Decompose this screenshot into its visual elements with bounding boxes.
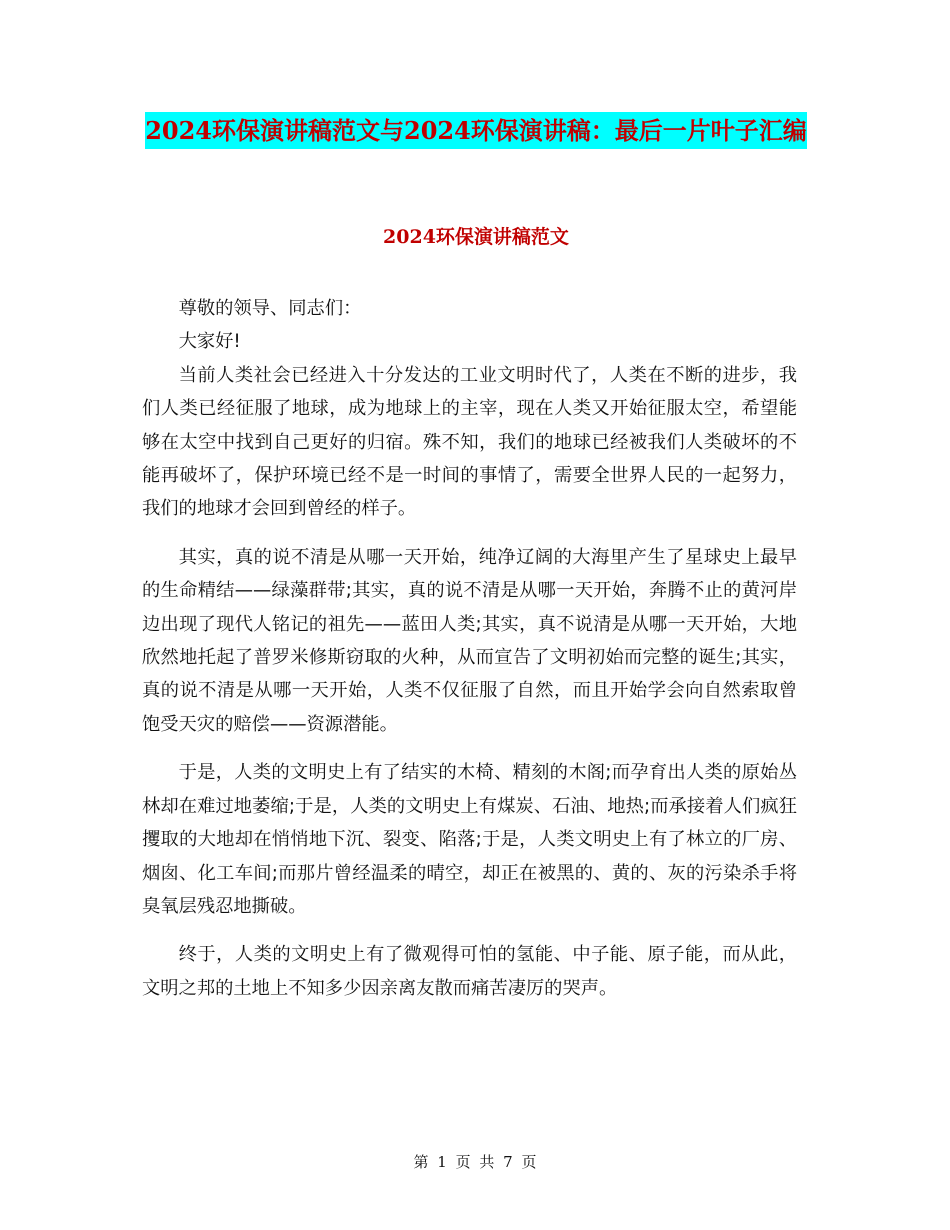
body-paragraph: 终于，人类的文明史上有了微观得可怕的氢能、中子能、原子能，而从此，文明之邦的土地上不知多少因亲离友散而痛苦凄厉的哭声。 (142, 944, 797, 999)
body-paragraph: 其实，真的说不清是从哪一天开始，纯净辽阔的大海里产生了星球史上最早的生命精结——绿藻群带;其实，真的说不清是从哪一天开始，奔腾不止的黄河岸边出现了现代人铭记的祖先——蓝田人类;其实，真不说清是从哪一天开始，大地欣然地托起了普罗米修斯窃取的火种，从而宣告了文明初始而完整的诞生;其实，真的说不清是从哪一天开始，人类不仅征服了自然，而且开始学会向自然索取曾饱受天灾的赔偿——资源潜能。 (142, 546, 797, 735)
body-paragraph: 于是，人类的文明史上有了结实的木椅、精刻的木阁;而孕育出人类的原始丛林却在难过地萎缩;于是，人类的文明史上有煤炭、石油、地热;而承接着人们疯狂攫取的大地却在悄悄地下沉、裂变、陷落;于是，人类文明史上有了林立的厂房、烟囱、化工车间;而那片曾经温柔的晴空，却正在被黑的、黄的、灰的污染杀手将臭氧层残忍地撕破。 (142, 762, 797, 917)
document-title (142, 106, 810, 156)
salutation-paragraph: 尊敬的领导、同志们： (178, 298, 362, 319)
page-footer: 第 1 页 共 7 页 (413, 1153, 537, 1171)
document-body (142, 292, 797, 1005)
document-title-text: 2024环保演讲稿范文与2024环保演讲稿：最后一片叶子汇编 (145, 112, 807, 149)
body-paragraph: 当前人类社会已经进入十分发达的工业文明时代了，人类在不断的进步，我们人类已经征服了地球，成为地球上的主宰，现在人类又开始征服太空，希望能够在太空中找到自己更好的归宿。殊不知，我们的地球已经被我们人类破坏的不能再破坏了，保护环境已经不是一时间的事情了，需要全世界人民的一起努力，我们的地球才会回到曾经的样子。 (142, 364, 797, 520)
greeting-paragraph: 大家好! (178, 331, 241, 353)
section-heading: 2024环保演讲稿范文 (383, 226, 569, 248)
